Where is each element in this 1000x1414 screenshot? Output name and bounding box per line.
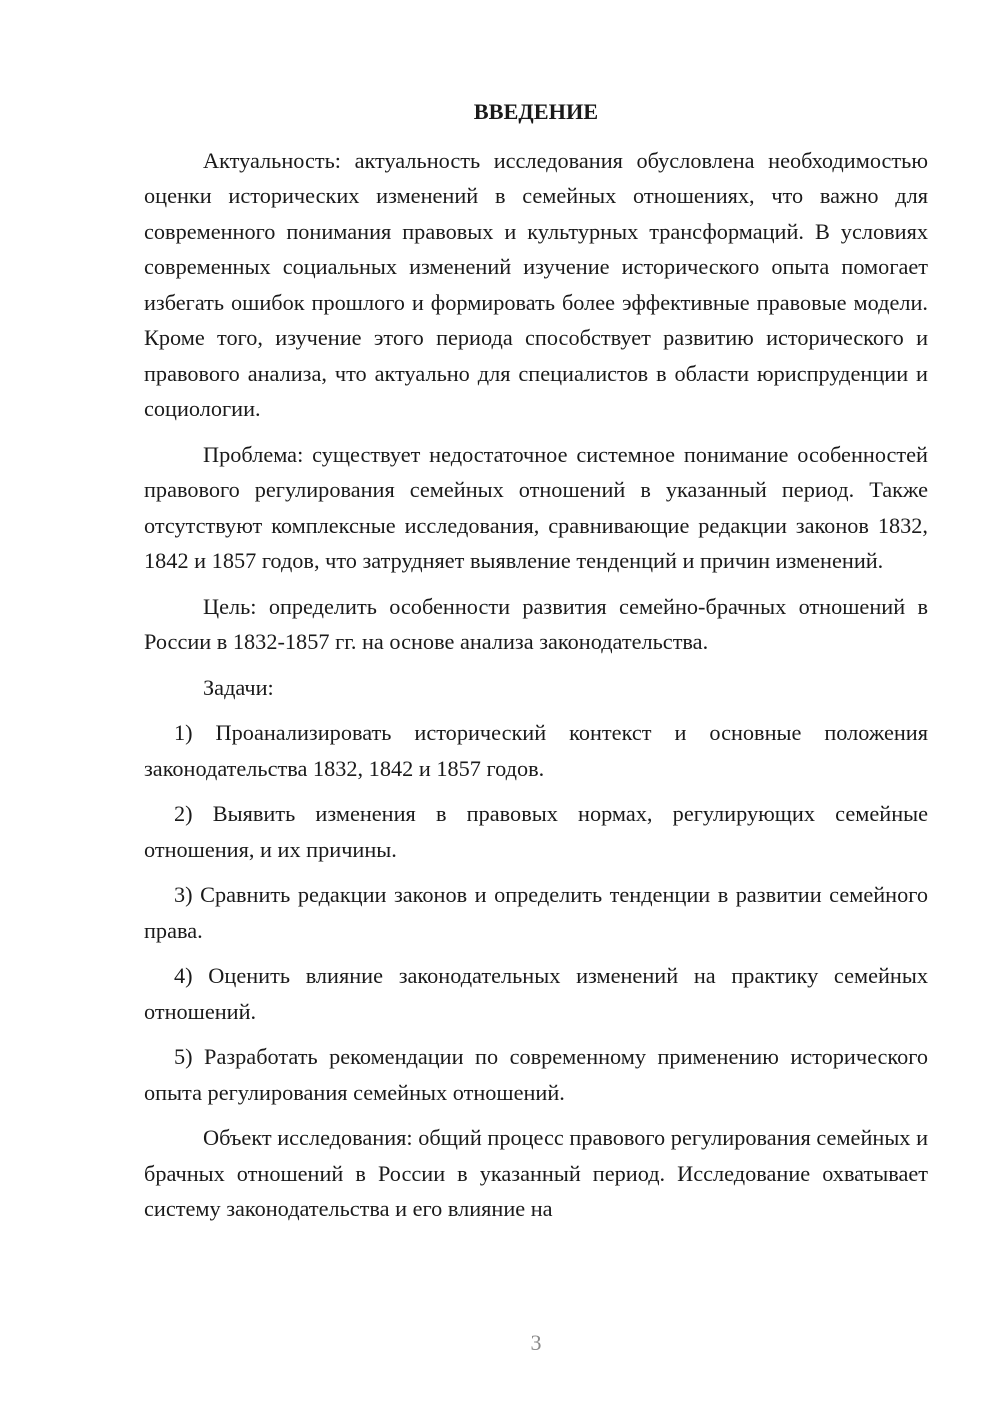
tasks-heading: Задачи: (203, 674, 274, 700)
task-item-3: 3) Сравнить редакции законов и определить тенденции в развитии семейного права. (144, 882, 928, 943)
page-title: ВВЕДЕНИЕ (473, 99, 599, 124)
task-item-1: 1) Проанализировать исторический контекст и основные положения законодательства 1832, 1842 и 1857 годов. (144, 720, 928, 781)
page-number: 3 (530, 1330, 542, 1355)
paragraph-relevance: Актуальность: актуальность исследования обусловлена необходимостью оценки исторических изменений в семейных отношениях, что важно для современного понимания правовых и культурных трансформаций. В условиях современных социальных изменений изучение исторического опыта помогает избегать ошибок прошлого и формировать более эффективные правовые модели. Кроме того, изучение этого периода способствует развитию исторического и правового анализа, что актуально для специалистов в области юриспруденции и социологии. (144, 147, 928, 421)
page-content (144, 94, 928, 1237)
paragraph-goal: Цель: определить особенности развития семейно-брачных отношений в России в 1832-1857 гг. на основе анализа законодательства. (144, 593, 928, 654)
task-item-4: 4) Оценить влияние законодательных изменений на практику семейных отношений. (144, 963, 928, 1024)
task-item-5: 5) Разработать рекомендации по современному применению исторического опыта регулирования семейных отношений. (144, 1044, 928, 1105)
paragraph-object: Объект исследования: общий процесс правового регулирования семейных и брачных отношений в России в указанный период. Исследование охватывает систему законодательства и его влияние на (144, 1125, 928, 1221)
task-item-2: 2) Выявить изменения в правовых нормах, регулирующих семейные отношения, и их причины. (144, 801, 928, 862)
paragraph-problem: Проблема: существует недостаточное системное понимание особенностей правового регулирования семейных отношений в указанный период. Также отсутствуют комплексные исследования, сравнивающие редакции законов 1832, 1842 и 1857 годов, что затрудняет выявление тенденций и причин изменений. (144, 441, 928, 573)
